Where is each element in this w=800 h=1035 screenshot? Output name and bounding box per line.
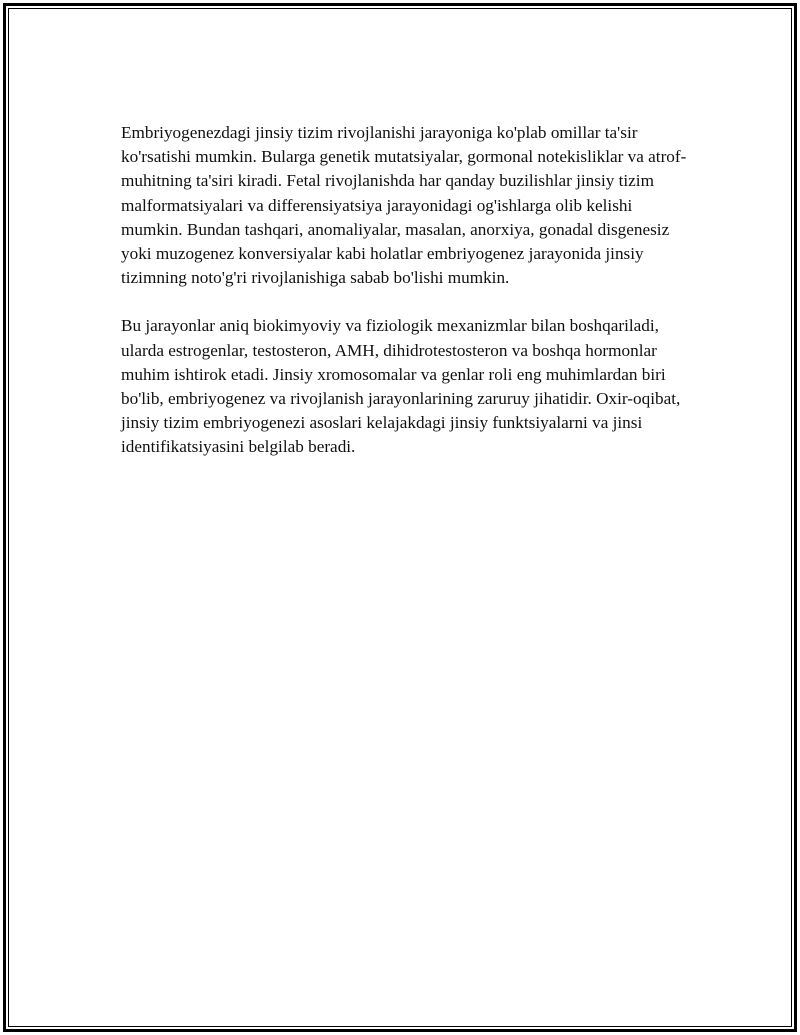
paragraph-2: Bu jarayonlar aniq biokimyoviy va fiziologik mexanizmlar bilan boshqariladi, ularda estrogenlar, testosteron, AMH, dihidrotestosteron va boshqa hormonlar muhim ishtirok etadi. Jinsiy xromosomalar va genlar roli eng muhimlardan biri bo'lib, embriyogenez va rivojlanish jarayonlarining zaruruy jihatidir. Oxir-oqibat, jinsiy tizim embriyogenezi asoslari kelajakdagi jinsiy funktsiyalarni va jinsi identifikatsiyasini belgilab beradi. [121, 316, 681, 457]
document-body [121, 121, 691, 484]
paragraph-1: Embriyogenezdagi jinsiy tizim rivojlanishi jarayoniga ko'plab omillar ta'sir ko'rsatishi mumkin. Bularga genetik mutatsiyalar, gormonal notekisliklar va atrof-muhitning ta'siri kiradi. Fetal rivojlanishda har qanday buzilishlar jinsiy tizim malformatsiyalari va differensiyatsiya jarayonidagi og'ishlarga olib kelishi mumkin. Bundan tashqari, anomaliyalar, masalan, anorxiya, gonadal disgenesiz yoki muzogenez konversiyalar kabi holatlar embriyogenez jarayonida jinsiy tizimning noto'g'ri rivojlanishiga sabab bo'lishi mumkin. [121, 123, 687, 288]
page-border [3, 3, 797, 1032]
